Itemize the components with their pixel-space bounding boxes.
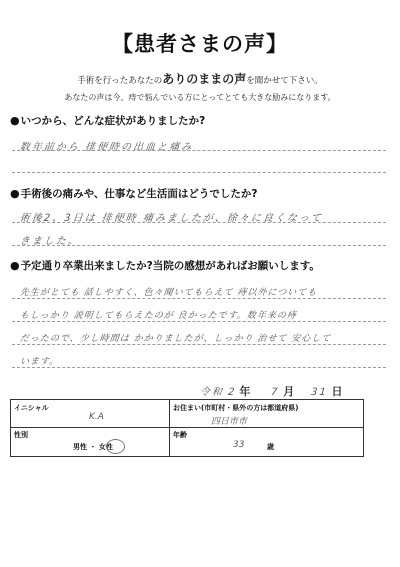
table-divider [169,400,170,456]
intro-line-1 [0,70,400,87]
ruled-line [12,245,386,246]
question-1 [10,113,205,128]
address-label: お住まい(市町村・県外の方は都道府県) [173,404,299,412]
date-month: 7 [270,387,281,398]
ruled-line [12,298,386,299]
age-value: 33 [233,440,245,450]
date-year: 2 [226,387,237,398]
answer-1-line-1: 数年前から 排便時の出血と痛み [19,142,194,153]
age-unit: 歳 [267,443,274,451]
page-title: 【患者さまの声】 [112,32,288,56]
date-era: 令和 [199,387,225,398]
date-year-label: 年 [239,385,251,398]
intro-text: を聞かせて下さい。 [246,76,323,86]
ruled-line [12,344,386,345]
intro-text: 手術を行ったあなたの [77,76,163,86]
ruled-line [12,367,386,368]
answer-3-line-3: だったので、少し時間は かかりましたが、しっかり 治せて 安心して [19,334,332,344]
intro-line-2: あなたの声は今、痔で悩んでいる方にとってとても大きな励みになります。 [64,93,336,102]
date-month-label: 月 [283,385,295,398]
date-day-label: 日 [331,385,343,398]
info-table [10,399,364,457]
date-day: 31 [310,387,329,398]
question-3 [10,258,320,273]
answer-3-line-4: います。 [19,357,60,367]
age-label: 年齢 [173,431,187,439]
ruled-line [12,172,386,173]
selection-circle-icon [106,439,125,454]
bullet-icon: ● [10,259,20,272]
answer-3-line-2: もしっかり 説明してもらえたのが 良かったです。数年来の痔 [19,311,298,321]
intro-emphasis: ありのままの声 [162,72,247,86]
initial-value: K.A [89,412,104,422]
bullet-icon: ● [10,187,20,200]
table-divider [11,427,363,428]
question-label: 手術後の痛みや、仕事など生活面はどうでしたか? [20,188,258,200]
question-label: いつから、どんな症状がありましたか? [20,115,206,127]
question-label: 予定通り卒業出来ましたか?当院の感想があればお願いします。 [20,260,320,272]
gender-options-text: 男性 ・ 女性 [73,443,113,451]
ruled-line [12,321,386,322]
answer-2-line-1: 術後2、3日は 排便時 痛みましたが、徐々に良くなって [19,213,324,224]
ruled-line [12,150,386,151]
answer-3-line-1: 先生がとても 話しやすく、色々聞いてもらえて 痔以外についても [19,288,318,298]
ruled-line [12,222,386,223]
initial-label: イニシャル [14,404,49,412]
question-2 [10,186,258,201]
address-value: 四日市市 [211,417,248,427]
date-field [200,383,342,399]
bullet-icon: ● [10,114,20,127]
gender-label: 性別 [14,431,28,439]
answer-2-line-2: きました。 [19,236,81,247]
